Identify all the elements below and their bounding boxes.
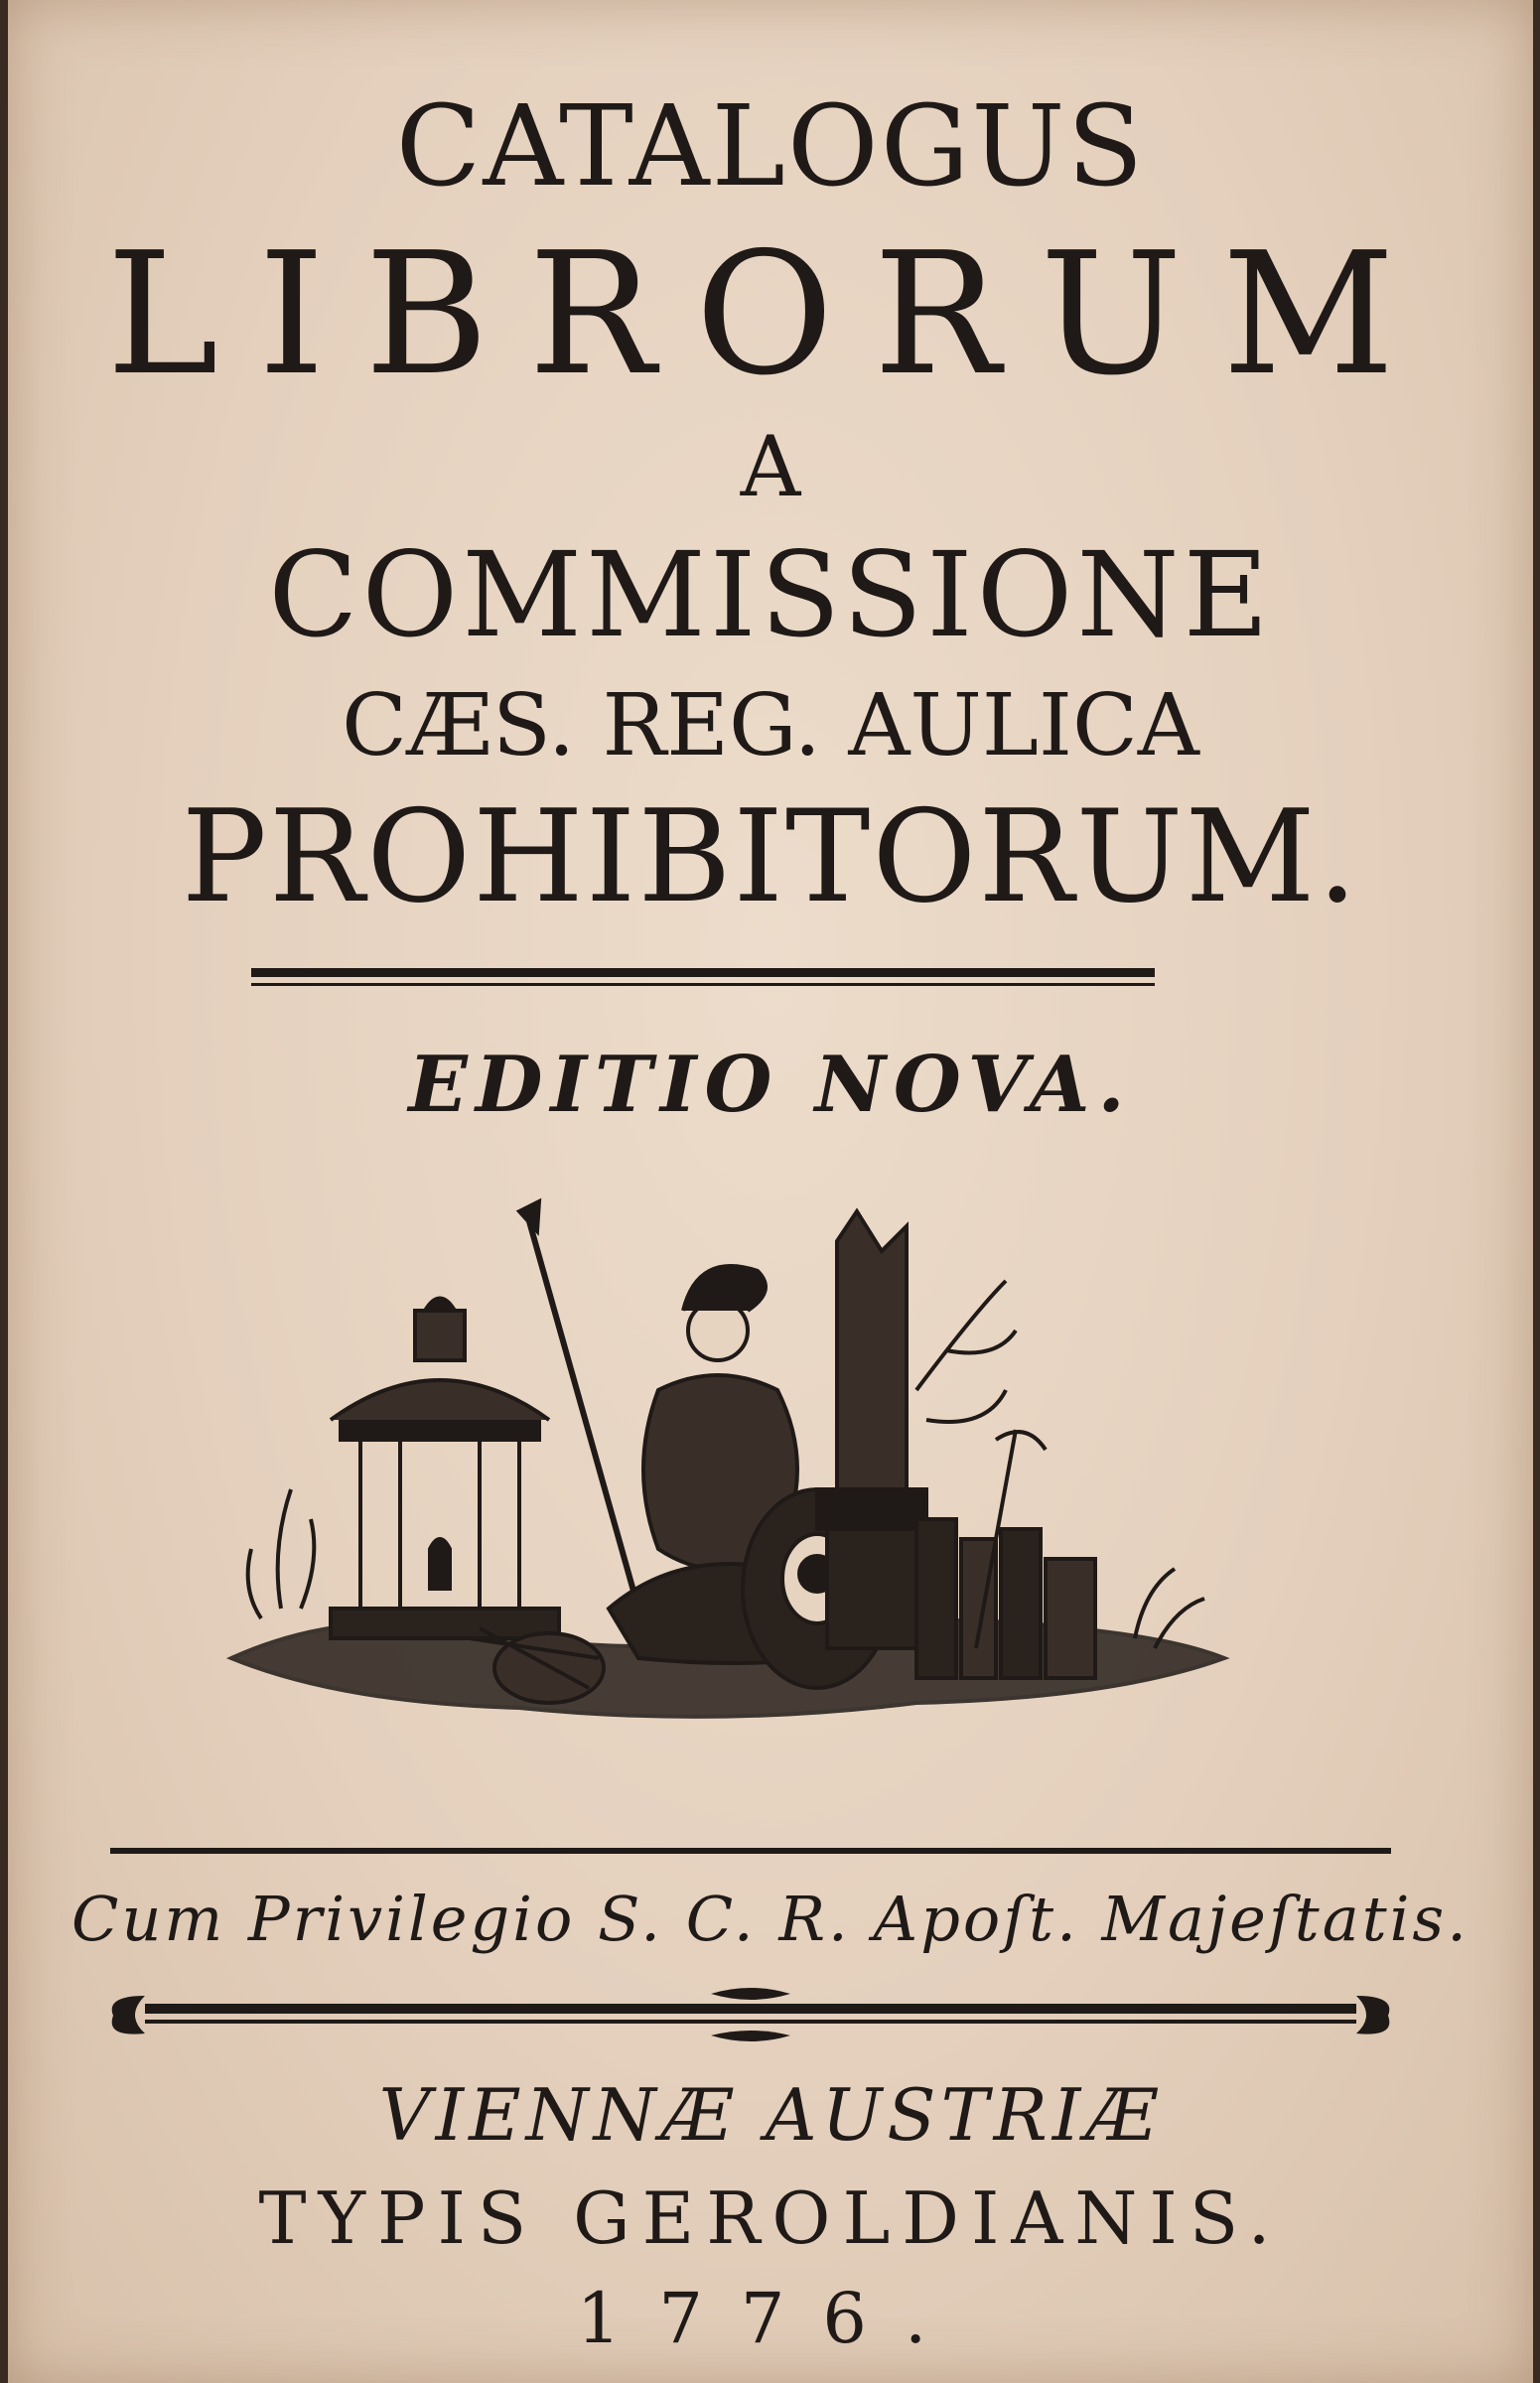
single-rule-divider bbox=[110, 1845, 1391, 1859]
imprint-year: 1776. bbox=[576, 2278, 965, 2359]
title-line-a: A bbox=[740, 418, 801, 515]
privilege-line: Cum Privilegio S. C. R. Apoſt. Majeſtatis. bbox=[71, 1883, 1470, 1955]
title-line-librorum: LIBRORUM bbox=[106, 216, 1435, 413]
imprint-city: VIENNÆ AUSTRIÆ bbox=[378, 2073, 1163, 2157]
title-line-caes-reg-aulica: CÆS. REG. AULICA bbox=[342, 676, 1199, 775]
title-page bbox=[8, 0, 1533, 2383]
title-line-prohibitorum: PROHIBITORUM. bbox=[181, 783, 1360, 931]
woodcut-vignette-icon bbox=[221, 1192, 1234, 1748]
ornamental-rule-icon bbox=[105, 1986, 1396, 2045]
imprint-printer: TYPIS GEROLDIANIS. bbox=[258, 2176, 1283, 2260]
double-rule-divider bbox=[251, 966, 1155, 992]
title-line-catalogus: CATALOGUS bbox=[395, 82, 1146, 211]
edition-line: EDITIO NOVA. bbox=[408, 1040, 1133, 1130]
title-line-commissione: COMMISSIONE bbox=[268, 526, 1273, 663]
